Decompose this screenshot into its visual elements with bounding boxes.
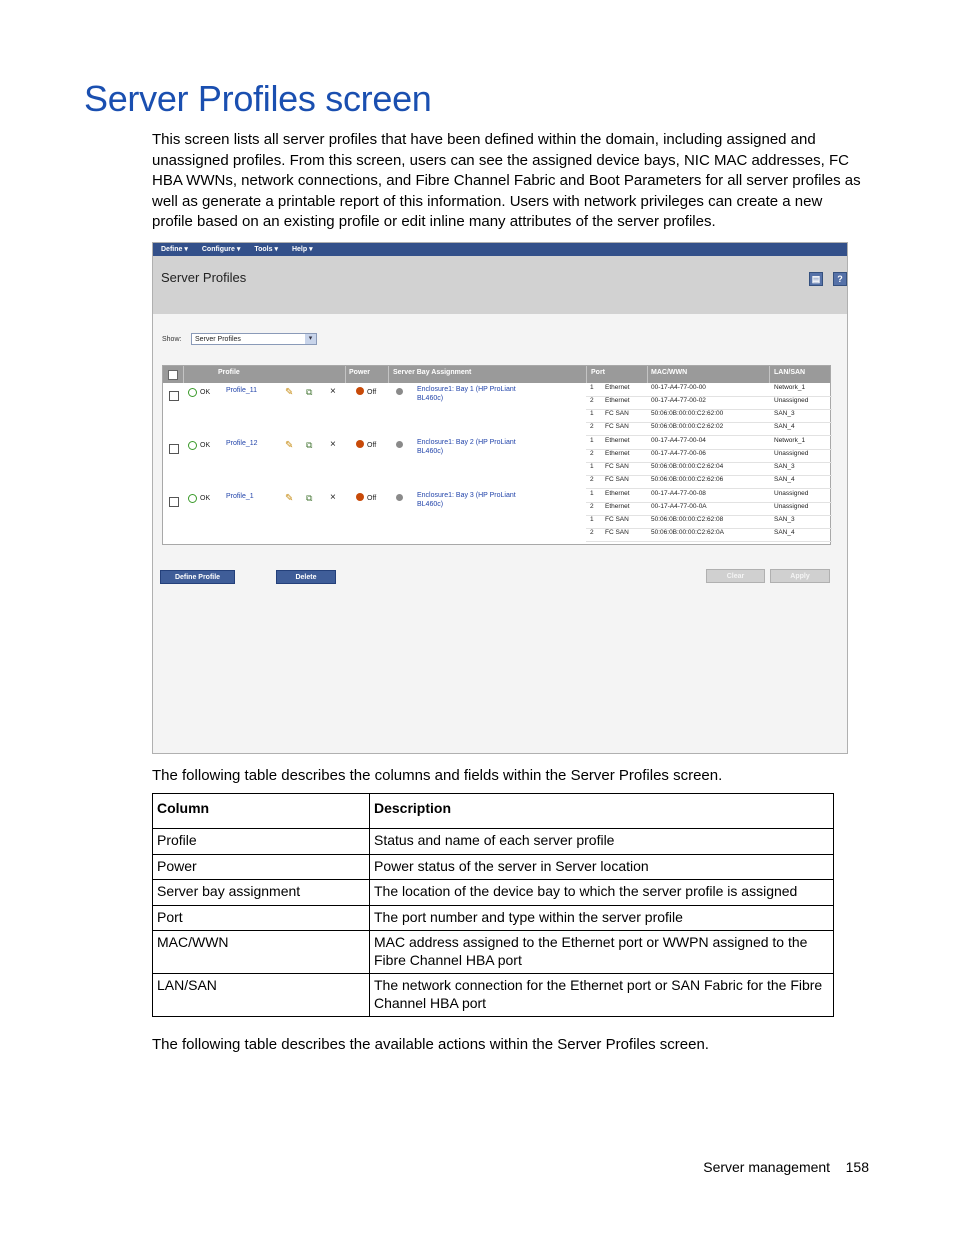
bay-link-line2[interactable]: BL460c) — [417, 395, 444, 402]
server-profiles-screenshot — [152, 242, 848, 754]
bay-icon — [396, 388, 403, 395]
bay-link-line1[interactable]: Enclosure1: Bay 2 (HP ProLiant — [417, 439, 516, 446]
header-column: Column — [153, 794, 370, 829]
col-bay[interactable]: Server Bay Assignment — [393, 369, 472, 376]
help-icon[interactable]: ? — [833, 272, 847, 286]
port-row: 2 Ethernet 00-17-A4-77-00-02 Unassigned — [586, 396, 832, 410]
port-row: 1 FC SAN 50:06:0B:00:00:C2:62:04 SAN_3 — [586, 462, 832, 476]
bay-link-line2[interactable]: BL460c) — [417, 448, 444, 455]
row-checkbox[interactable] — [169, 391, 179, 401]
show-label: Show: — [162, 336, 182, 343]
cell-description: MAC address assigned to the Ethernet port or WWPN assigned to the Fibre Channel HBA port — [370, 931, 834, 974]
copy-icon[interactable]: ⧉ — [306, 440, 313, 450]
copy-icon[interactable]: ⧉ — [306, 493, 313, 503]
bay-link-line2[interactable]: BL460c) — [417, 501, 444, 508]
bay-link-line1[interactable]: Enclosure1: Bay 3 (HP ProLiant — [417, 492, 516, 499]
port-row: 2 FC SAN 50:06:0B:00:00:C2:62:0A SAN_4 — [586, 528, 832, 542]
delete-icon[interactable]: × — [330, 492, 336, 503]
chevron-down-icon[interactable]: ▾ — [305, 334, 316, 344]
cell-description: The port number and type within the server profile — [370, 905, 834, 931]
power-text: Off — [367, 495, 377, 502]
port-row: 2 Ethernet 00-17-A4-77-00-0A Unassigned — [586, 502, 832, 516]
port-row: 1 Ethernet 00-17-A4-77-00-04 Network_1 — [586, 436, 832, 450]
cell-description: The network connection for the Ethernet port or SAN Fabric for the Fibre Channel HBA port — [370, 974, 834, 1017]
page-number: 158 — [845, 1159, 869, 1175]
delete-button[interactable]: Delete — [276, 570, 336, 584]
edit-icon[interactable]: ✎ — [285, 493, 294, 504]
profiles-grid — [162, 365, 831, 545]
port-row: 1 Ethernet 00-17-A4-77-00-00 Network_1 — [586, 383, 832, 397]
show-select[interactable] — [191, 333, 317, 345]
port-row: 2 FC SAN 50:06:0B:00:00:C2:62:06 SAN_4 — [586, 475, 832, 489]
bay-icon — [396, 441, 403, 448]
cell-description: Status and name of each server profile — [370, 829, 834, 855]
port-row: 2 FC SAN 50:06:0B:00:00:C2:62:02 SAN_4 — [586, 422, 832, 436]
col-profile[interactable]: Profile — [218, 369, 240, 376]
port-row: 1 FC SAN 50:06:0B:00:00:C2:62:08 SAN_3 — [586, 515, 832, 529]
intro-paragraph: This screen lists all server profiles that have been defined within the domain, including assigned and unassigned profiles. From this screen, users can see the assigned device bays, NIC MAC addresses, FC HBA WWNs, network connections, and Fibre Channel Fabric and Boot Parameters for all server profiles as well as generate a printable report of this information. Users with network privileges can create a new profile based on an existing profile or edit inline many attributes of the server profiles. — [152, 131, 861, 230]
port-row: 2 Ethernet 00-17-A4-77-00-06 Unassigned — [586, 449, 832, 463]
table-row — [153, 974, 834, 1017]
profile-row[interactable] — [163, 436, 830, 489]
col-port[interactable]: Port — [591, 369, 605, 376]
menu-help[interactable]: Help ▾ — [291, 246, 313, 253]
screen-title: Server Profiles — [161, 270, 247, 285]
cell-column: Port — [153, 905, 370, 931]
table-row — [153, 905, 834, 931]
col-power[interactable]: Power — [349, 369, 371, 376]
table-row — [153, 854, 834, 880]
grid-header — [163, 366, 830, 383]
power-text: Off — [367, 389, 377, 396]
cell-description: The location of the device bay to which the server profile is assigned — [370, 880, 834, 906]
profile-link[interactable]: Profile_1 — [226, 493, 254, 500]
power-text: Off — [367, 442, 377, 449]
menu-configure[interactable]: Configure ▾ — [201, 246, 241, 253]
port-row: 1 Ethernet 00-17-A4-77-00-08 Unassigned — [586, 489, 832, 503]
ok-status-icon — [188, 494, 197, 503]
footer-section: Server management — [703, 1159, 831, 1175]
define-profile-button[interactable]: Define Profile — [160, 570, 235, 584]
profile-row[interactable] — [163, 383, 830, 436]
select-all-checkbox[interactable] — [168, 370, 178, 380]
page-title: Server Profiles screen — [84, 78, 432, 119]
profile-link[interactable]: Profile_11 — [226, 387, 258, 394]
table-row — [153, 880, 834, 906]
cell-description: Power status of the server in Server location — [370, 854, 834, 880]
edit-icon[interactable]: ✎ — [285, 440, 294, 451]
status-text: OK — [200, 389, 211, 396]
page-footer — [703, 1159, 869, 1175]
print-icon[interactable]: ▤ — [809, 272, 823, 286]
copy-icon[interactable]: ⧉ — [306, 387, 313, 397]
col-lansan[interactable]: LAN/SAN — [774, 369, 806, 376]
cell-column: MAC/WWN — [153, 931, 370, 974]
ok-status-icon — [188, 441, 197, 450]
cell-column: LAN/SAN — [153, 974, 370, 1017]
bay-icon — [396, 494, 403, 501]
status-text: OK — [200, 442, 211, 449]
table-intro: The following table describes the columns and fields within the Server Profiles screen. — [152, 767, 723, 784]
menu-define[interactable]: Define ▾ — [161, 246, 188, 253]
bay-link-line1[interactable]: Enclosure1: Bay 1 (HP ProLiant — [417, 386, 516, 393]
row-checkbox[interactable] — [169, 497, 179, 507]
power-icon — [356, 493, 364, 501]
port-row: 1 FC SAN 50:06:0B:00:00:C2:62:00 SAN_3 — [586, 409, 832, 423]
cell-column: Profile — [153, 829, 370, 855]
power-icon — [356, 387, 364, 395]
columns-table — [152, 793, 834, 1017]
menu-tools[interactable]: Tools ▾ — [254, 246, 278, 253]
row-checkbox[interactable] — [169, 444, 179, 454]
apply-button[interactable]: Apply — [770, 569, 830, 583]
actions-intro: The following table describes the available actions within the Server Profiles screen. — [152, 1036, 709, 1053]
header-description: Description — [370, 794, 834, 829]
ok-status-icon — [188, 388, 197, 397]
col-mac[interactable]: MAC/WWN — [651, 369, 688, 376]
profile-row[interactable] — [163, 489, 830, 542]
profile-link[interactable]: Profile_12 — [226, 440, 258, 447]
show-select-value: Server Profiles — [195, 336, 241, 343]
screen-header — [153, 256, 847, 314]
power-icon — [356, 440, 364, 448]
delete-icon[interactable]: × — [330, 439, 336, 450]
cell-column: Server bay assignment — [153, 880, 370, 906]
table-row — [153, 829, 834, 855]
clear-button[interactable]: Clear — [706, 569, 765, 583]
delete-icon[interactable]: × — [330, 386, 336, 397]
cell-column: Power — [153, 854, 370, 880]
menu-bar — [153, 243, 847, 256]
status-text: OK — [200, 495, 211, 502]
edit-icon[interactable]: ✎ — [285, 387, 294, 398]
table-row — [153, 931, 834, 974]
